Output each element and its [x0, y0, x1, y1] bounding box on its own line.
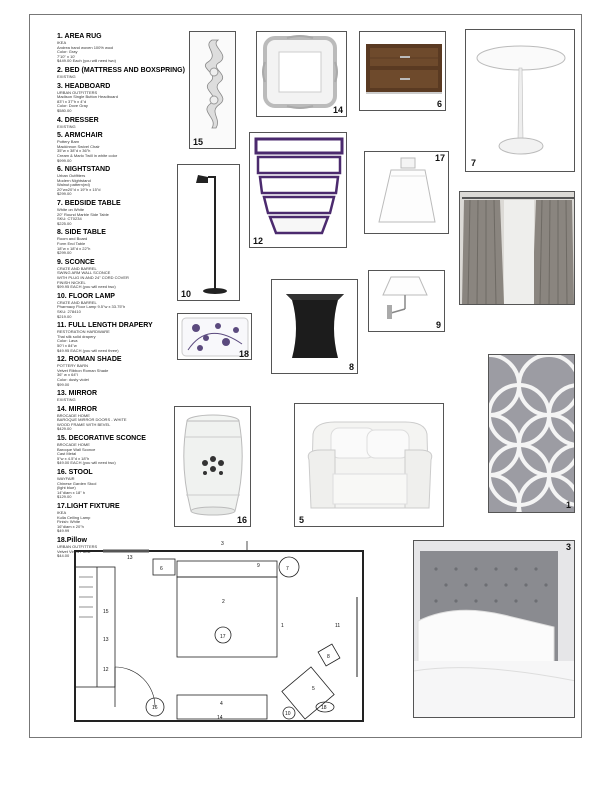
legend-detail: 36" w x 64"l: [57, 372, 78, 378]
legend-detail: Mackinnon Swivel Chair: [57, 143, 100, 149]
legend-detail: WOOD FRAME WITH BEVEL: [57, 421, 111, 427]
legend-title: 10. FLOOR LAMP: [57, 292, 115, 300]
legend-detail: Andrea hand woven 100% wool: [57, 44, 114, 50]
sconce-tile: [368, 270, 445, 332]
legend-title: 17.LIGHT FIXTURE: [57, 503, 120, 510]
roman-shade-tile: [249, 132, 347, 248]
legend-detail: $129.00: [57, 494, 72, 500]
tile-number: 7: [471, 158, 477, 168]
pillow-tile: [177, 313, 252, 360]
legend-detail: URBAN OUTFITTERS: [57, 89, 98, 95]
legend-title: 15. DECORATIVE SCONCE: [57, 435, 146, 443]
legend-detail: $49.95 EACH (you will need three): [57, 347, 119, 353]
legend-detail: BROCADE HOME: [57, 442, 90, 448]
legend-detail: $580.00: [57, 107, 72, 113]
bedside-table-tile: [465, 29, 575, 172]
legend-detail: WAYFAIR: [57, 476, 75, 482]
legend-detail: Madison Single Button Headboard: [57, 94, 118, 100]
legend-title: 13. MIRROR: [57, 390, 98, 398]
nightstand-tile: [359, 31, 446, 111]
legend-detail: CRATE AND BARREL: [57, 299, 97, 305]
legend-detail: Color: Lava: [57, 338, 78, 344]
plan-label: 6: [160, 566, 163, 572]
legend-detail: CRATE AND BARREL: [57, 265, 97, 271]
legend-detail: $219.00: [57, 313, 72, 319]
decorative-sconce-tile: [189, 31, 236, 149]
legend-detail: (light blue): [57, 485, 76, 491]
legend-detail: IKEA: [57, 510, 67, 515]
legend-detail: BROCADE HOME: [57, 412, 90, 418]
legend-detail: Pharmacy Floor Lamp 9.5"w x 33.75"h: [57, 304, 126, 310]
legend-detail: 18"w x 18"d x 22"h: [57, 245, 91, 251]
tile-number: 18: [238, 349, 249, 359]
legend-detail: Color: Dove Gray: [57, 103, 88, 109]
plan-label: 13: [127, 555, 133, 561]
legend-title: 5. ARMCHAIR: [57, 132, 103, 140]
plan-label: 17: [220, 634, 226, 640]
legend-detail: Cream & Marlo Twill in white color: [57, 152, 118, 158]
legend-title: 7. BEDSIDE TABLE: [57, 200, 121, 208]
legend-detail: $999.00: [57, 157, 72, 163]
plan-label: 3: [221, 541, 224, 547]
legend-detail: $99.00: [57, 381, 70, 387]
legend-detail: 35"w x 38"d x 36"h: [57, 148, 91, 154]
bedside-table-image: [466, 30, 575, 172]
legend-title: 8. SIDE TABLE: [57, 229, 106, 237]
legend-detail: $44.00: [57, 553, 70, 559]
legend-detail: 16"diam x 20"h: [57, 523, 84, 529]
product-legend: [57, 30, 185, 559]
legend-detail: 20"wx20"d x 19"h x 15"d: [57, 186, 101, 192]
legend-title: 16. STOOL: [57, 469, 93, 477]
tile-number: 16: [236, 515, 247, 525]
armchair-tile: [294, 403, 444, 527]
legend-detail: BAROQUE MIRROR DOORS - WHITE: [57, 417, 127, 423]
area-rug-image: [489, 355, 575, 513]
legend-detail: Room and Board: [57, 236, 88, 242]
plan-label: 8: [327, 654, 330, 660]
legend-detail: $99.95 EACH (you will need two): [57, 284, 116, 290]
tile-number: 3: [565, 542, 571, 552]
tile-number: 10: [181, 289, 192, 299]
nightstand-image: [360, 32, 446, 111]
tile-number: 15: [193, 137, 204, 147]
legend-detail: $299.00: [57, 250, 72, 256]
plan-label: 14: [217, 715, 223, 721]
area-rug-tile: [488, 354, 575, 513]
legend-detail: Color: Gray: [57, 49, 78, 55]
legend-detail: RESTORATION HARDWARE: [57, 329, 110, 335]
legend-detail: SKU: 278410: [57, 308, 81, 314]
garden-stool-tile: [174, 406, 251, 527]
armchair-image: [295, 404, 444, 527]
legend-detail: EXISTING: [57, 123, 76, 129]
legend-detail: 20" Round Marble Side Table: [57, 211, 109, 217]
legend-detail: Modern Nightstand: [57, 177, 91, 183]
floor-plan: [57, 537, 378, 727]
tile-number: 8: [348, 362, 354, 372]
legend-detail: URBAN OUTFITTERS: [57, 543, 98, 549]
legend-detail: $299.00: [57, 191, 72, 197]
legend-detail: SWING ARM WALL SCONCE: [57, 270, 111, 276]
plan-label: 16: [152, 705, 158, 711]
legend-detail: White on White: [57, 207, 85, 213]
legend-detail: $49.00 EACH (you will need two): [57, 460, 116, 466]
plan-label: 11: [335, 623, 341, 629]
tile-number: 6: [436, 99, 442, 109]
plan-label: 2: [222, 599, 225, 605]
legend-detail: $449.00 Each (you will need two): [57, 58, 116, 64]
legend-detail: Baroque Wall Sconce: [57, 446, 96, 452]
legend-title: 18.Pillow: [57, 536, 87, 544]
legend-detail: Pottery Barn: [57, 139, 80, 145]
legend-detail: FINISH NICKEL: [57, 279, 86, 285]
legend-detail: Color: dusty violet: [57, 376, 89, 382]
legend-detail: $49.99: [57, 528, 70, 534]
legend-title: 4. DRESSER: [57, 116, 99, 124]
legend-title: 11. FULL LENGTH DRAPERY: [57, 322, 153, 330]
legend-detail: Velvet Ribbon Roman Shade: [57, 367, 109, 373]
plan-label: 7: [286, 566, 289, 572]
legend-detail: 50"l x 84"w: [57, 342, 77, 348]
legend-detail: $429.00: [57, 426, 72, 432]
legend-detail: 5"w x 4.5"d x 18"h: [57, 455, 90, 461]
side-table-tile: [271, 279, 358, 374]
headboard-image: [414, 541, 575, 718]
tile-number: 1: [565, 500, 571, 510]
decorative-sconce-image: [190, 32, 236, 149]
plan-label: 18: [321, 705, 327, 711]
legend-title: 2. BED (MATTRESS AND BOXSPRING): [57, 66, 185, 74]
plan-label: 13: [103, 637, 109, 643]
legend-detail: 83"l x 37"h x 4"d: [57, 98, 87, 104]
drapery-tile: [459, 191, 575, 305]
legend-detail: 7'10" x 10': [57, 53, 76, 59]
mirror-tile: [256, 31, 347, 117]
swing-arm-sconce-image: [369, 271, 445, 332]
tile-number: 17: [434, 153, 445, 163]
legend-detail: Form End Table: [57, 241, 86, 247]
legend-detail: Walnut pattern(ed): [57, 182, 90, 188]
side-table-image: [272, 280, 358, 374]
legend-detail: EXISTING: [57, 73, 76, 79]
plan-label: 12: [103, 667, 109, 673]
plan-label: 5: [312, 686, 315, 692]
floor-plan-drawing: [57, 537, 378, 727]
tile-number: 12: [253, 236, 264, 246]
legend-detail: Cast Metal: [57, 451, 77, 457]
legend-detail: WITH PLUG IN AND 24" CORD COVER: [57, 275, 129, 280]
floor-lamp-tile: [177, 164, 240, 301]
legend-title: 12. ROMAN SHADE: [57, 356, 122, 364]
plan-label: 1: [281, 623, 284, 629]
tile-number: 9: [435, 320, 441, 330]
tile-number: 14: [332, 105, 343, 115]
plan-label: 15: [103, 609, 109, 615]
legend-detail: Kulla Ceiling Lamp: [57, 514, 91, 520]
legend-detail: POTTERY BARN: [57, 363, 88, 369]
drapery-image: [460, 192, 575, 305]
legend-detail: Urban Outfitters: [57, 173, 86, 179]
plan-label: 10: [285, 711, 291, 717]
legend-detail: IKEA: [57, 40, 67, 45]
garden-stool-image: [175, 407, 251, 527]
legend-detail: $225.00: [57, 220, 72, 226]
plan-label: 9: [257, 563, 260, 569]
legend-title: 6. NIGHTSTAND: [57, 166, 111, 174]
ceiling-light-image: [365, 152, 449, 234]
legend-detail: Velvet Vines Pillow: [57, 548, 91, 554]
plan-label: 4: [220, 701, 223, 707]
tile-number: 5: [299, 515, 305, 525]
legend-detail: EXISTING: [57, 397, 76, 403]
light-fixture-tile: [364, 151, 449, 234]
roman-shade-image: [250, 133, 347, 248]
legend-detail: Finish: White: [57, 519, 81, 525]
legend-detail: Chinese Garden Stool: [57, 480, 97, 486]
legend-detail: SKU: CT0234: [57, 216, 82, 222]
legend-detail: 14"diam x 18" h: [57, 489, 85, 495]
headboard-tile: [413, 540, 575, 718]
legend-title: 14. MIRROR: [57, 405, 98, 413]
legend-title: 9. SCONCE: [57, 258, 95, 266]
legend-title: 3. HEADBOARD: [57, 82, 111, 90]
legend-detail: Thai silk solid drapery: [57, 333, 96, 339]
floor-lamp-image: [178, 165, 240, 301]
legend-title: 1. AREA RUG: [57, 33, 102, 40]
